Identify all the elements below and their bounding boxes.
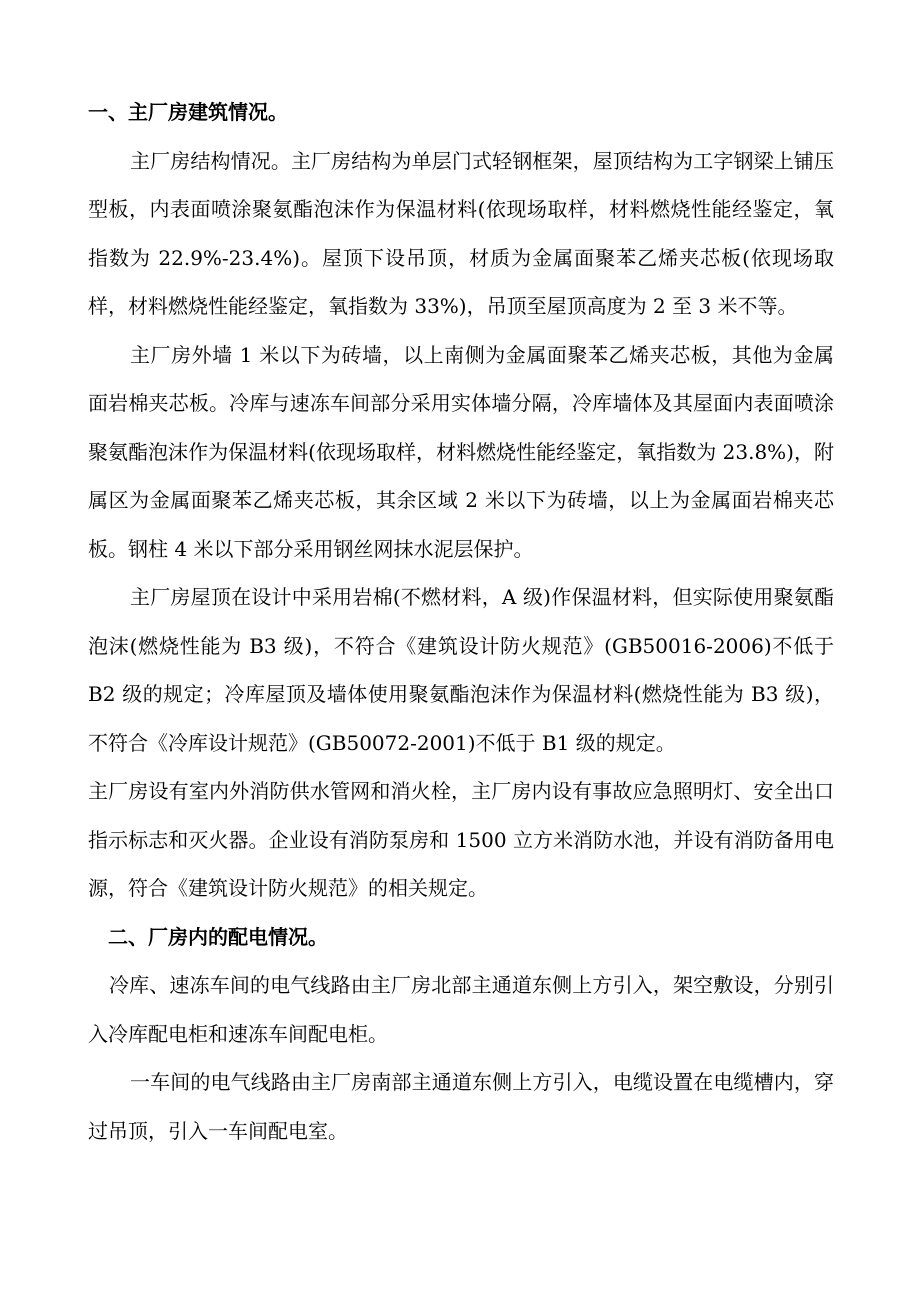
section-1-paragraph-fire-equipment: 主厂房设有室内外消防供水管网和消火栓，主厂房内设有事故应急照明灯、安全出口指示标志和灭火器。企业设有消防泵房和 1500 立方米消防水池，并设有消防备用电源，符合《建筑设计防火规范》的相关规定。 (88, 779, 834, 900)
section-2-paragraph-workshop-wiring: 一车间的电气线路由主厂房南部主通道东侧上方引入，电缆设置在电缆槽内，穿过吊顶，引入一车间配电室。 (88, 1070, 834, 1143)
section-1-paragraph-walls: 主厂房外墙 1 米以下为砖墙，以上南侧为金属面聚苯乙烯夹芯板，其他为金属面岩棉夹芯板。冷库与速冻车间部分采用实体墙分隔，冷库墙体及其屋面内表面喷涂聚氨酯泡沫作为保温材料(依现场取样，材料燃烧性能经鉴定，氧指数为 23.8%)，附属区为金属面聚苯乙烯夹芯板，其余区域 2 米以下为砖墙，以上为金属面岩棉夹芯板。钢柱 4 米以下部分采用钢丝网抹水泥层保护。 (88, 342, 834, 561)
section-2-paragraph-cold-storage-wiring: 冷库、速冻车间的电气线路由主厂房北部主通道东侧上方引入，架空敷设，分别引入冷库配电柜和速冻车间配电柜。 (88, 973, 834, 1046)
section-1-paragraph-compliance: 主厂房屋顶在设计中采用岩棉(不燃材料，A 级)作保温材料，但实际使用聚氨酯泡沫(燃烧性能为 B3 级)，不符合《建筑设计防火规范》(GB50016-2006)不低于 B2 级的规定；冷库屋顶及墙体使用聚氨酯泡沫作为保温材料(燃烧性能为 B3 级)，不符合《冷库设计规范》(GB50072-2001)不低于 B1 级的规定。 (88, 585, 834, 755)
document-body (88, 88, 834, 1155)
section-1-paragraph-structure: 主厂房结构情况。主厂房结构为单层门式轻钢框架，屋顶结构为工字钢梁上铺压型板，内表面喷涂聚氨酯泡沫作为保温材料(依现场取样，材料燃烧性能经鉴定，氧指数为 22.9%-23.4%)。屋顶下设吊顶，材质为金属面聚苯乙烯夹芯板(依现场取样，材料燃烧性能经鉴定，氧指数为 33%)，吊顶至屋顶高度为 2 至 3 米不等。 (88, 148, 834, 318)
section-2-heading: 二、厂房内的配电情况。 (108, 924, 328, 949)
section-1-heading: 一、主厂房建筑情况。 (88, 100, 288, 124)
